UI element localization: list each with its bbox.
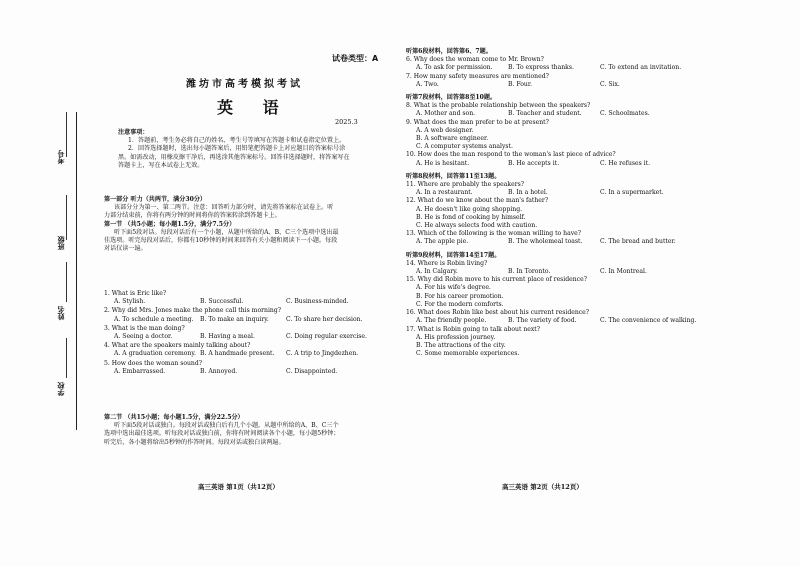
question-2: [104, 307, 389, 323]
section1-intro: 佳选项。听完每段对话后，你都有10秒钟的时间来回答有关小题和阅读下一小题。每段: [104, 237, 338, 245]
note-line: 1．答题前，考生务必将自己的姓名、考生号等填写在答题卡和试卷指定位置上。: [128, 137, 346, 145]
option-a[interactable]: A. In a restaurant.: [416, 189, 473, 197]
option-a[interactable]: A. A web designer.: [416, 126, 474, 134]
section2-title: 第二节 （共15小题；每小题1.5分，满分22.5分）: [104, 414, 244, 421]
option-c[interactable]: C. In a supermarket.: [600, 189, 664, 197]
fill-line: [66, 112, 67, 157]
question-5: [104, 360, 389, 376]
binding-line: [76, 112, 77, 430]
options: [406, 189, 706, 197]
question-text: 12. What do we know about the man's father?: [406, 197, 549, 205]
fill-line: [66, 338, 67, 378]
subject-title: 英 语: [217, 98, 291, 117]
option-c[interactable]: C. To extend an invitation.: [600, 64, 682, 72]
option-a[interactable]: A. He is hesitant.: [416, 159, 470, 167]
option-c[interactable]: C. To share her decision.: [286, 315, 363, 323]
material-heading: 听第8段材料，回答第11至13题。: [406, 172, 501, 180]
note-line: 2．回答选择题时，选出每小题答案后，用铅笔把答题卡上对应题目的答案标号涂: [128, 145, 346, 153]
option-b[interactable]: B. In Toronto.: [508, 268, 551, 276]
option-a[interactable]: A. To schedule a meeting.: [114, 315, 194, 323]
option-b[interactable]: B. To express thanks.: [508, 64, 574, 72]
exam-title: 潍坊市高考模拟考试: [186, 79, 303, 90]
question-text: 3. What is the man doing?: [104, 324, 185, 332]
notes-heading: 注意事项：: [118, 129, 149, 136]
option-b[interactable]: B. A software engineer.: [416, 135, 489, 143]
options: [104, 316, 389, 324]
option-b[interactable]: B. The wholemeal toast.: [508, 238, 583, 246]
question-text: 17. What is Robin going to talk about next?: [406, 325, 541, 333]
page-footer-right: 高三英语 第2页（共12页）: [502, 483, 583, 491]
option-c[interactable]: C. A computer systems analyst.: [416, 143, 513, 151]
question-text: 15. Why did Robin move to his current place of residence?: [406, 276, 587, 284]
option-a[interactable]: A. Mother and son.: [416, 110, 476, 118]
question-text: 1. What is Eric like?: [104, 290, 167, 297]
option-c[interactable]: C. The convenience of walking.: [600, 317, 697, 325]
option-b[interactable]: B. To make an inquiry.: [200, 315, 269, 323]
question-text: 14. Where is Robin living?: [406, 259, 488, 267]
question-1: [104, 290, 389, 306]
option-a[interactable]: A. For his wife's degree.: [416, 284, 491, 292]
option-b[interactable]: B. In a hotel.: [508, 189, 548, 197]
exam-date: 2025.3: [335, 118, 358, 126]
exam-number-label: 考号: [57, 150, 65, 164]
question-text: 10. How does the man respond to the woman's last piece of advice?: [406, 151, 616, 159]
option-c[interactable]: C. Doing regular exercise.: [286, 333, 367, 341]
option-c[interactable]: C. He refuses it.: [600, 159, 651, 167]
question-text: 6. Why does the woman come to Mr. Brown?: [406, 56, 544, 64]
part1-title: 第一部分 听力（共两节，满分30分）: [104, 196, 207, 203]
binding-strip: [0, 0, 92, 566]
option-b[interactable]: B. Four.: [508, 80, 533, 88]
option-c[interactable]: C. He always selects food with caution.: [416, 222, 538, 230]
options: [406, 317, 706, 325]
material-heading: 听第9段材料，回答第14至17题。: [406, 251, 501, 259]
options: [406, 268, 706, 276]
right-questions: [406, 48, 706, 358]
option-b[interactable]: B. Having a meal.: [200, 333, 255, 341]
section2: [104, 414, 339, 447]
option-c[interactable]: C. Schoolmates.: [600, 110, 650, 118]
option-b[interactable]: B. He is fond of cooking by himself.: [416, 213, 526, 221]
options: [104, 350, 389, 358]
school-label: 学校: [57, 382, 65, 396]
option-a[interactable]: A. Embarrassed.: [114, 367, 166, 375]
options: [406, 110, 706, 118]
name-label: 姓名: [57, 306, 65, 320]
option-a[interactable]: A. Seeing a doctor.: [114, 333, 173, 341]
question-text: 4. What are the speakers mainly talking about?: [104, 342, 251, 350]
option-a[interactable]: A. His profession journey.: [416, 333, 496, 341]
page-footer-left: 高三英语 第1页（共12页）: [198, 483, 279, 491]
option-a[interactable]: A. Two.: [416, 80, 439, 88]
section1-title: 第一节 （共5小题；每小题1.5分，满分7.5分）: [104, 220, 236, 228]
option-a[interactable]: A. He doesn't like going shopping.: [416, 205, 523, 213]
option-b[interactable]: B. For his career promotion.: [416, 292, 504, 300]
option-b[interactable]: B. The attractions of the city.: [416, 341, 506, 349]
option-c[interactable]: C. A trip to Jingdezhen.: [286, 350, 359, 358]
notes: [118, 129, 350, 170]
section2-intro: 听下面5段对话或独白。每段对话或独白后有几个小题，从题中所给的A、B、C三个: [114, 422, 339, 430]
question-text: 9. What does the man prefer to be at present?: [406, 118, 549, 126]
question-text: 7. How many safety measures are mentioned?: [406, 72, 549, 80]
option-a[interactable]: A. Stylish.: [114, 298, 146, 306]
options: [104, 333, 389, 341]
option-b[interactable]: B. He accepts it.: [508, 159, 560, 167]
section1-intro: 对话仅读一遍。: [104, 245, 147, 253]
options: [406, 64, 706, 72]
option-a[interactable]: A. A graduation ceremony.: [114, 350, 196, 358]
fill-line: [66, 262, 67, 302]
option-b[interactable]: B. The variety of food.: [508, 317, 577, 325]
question-4: [104, 342, 389, 358]
section1-questions: [104, 289, 389, 376]
section2-intro: 选项中选出最佳选项。听每段对话或独白前，你将有时间阅读各个小题，每小题5秒钟；: [104, 430, 340, 438]
material-heading: 听第6段材料，回答第6、7题。: [406, 48, 492, 55]
section1-intro: 听下面5段对话。每段对话后有一个小题，从题中所给的A、B、C三个选项中选出最: [114, 228, 339, 236]
class-label: 班级: [57, 236, 65, 250]
option-c[interactable]: C. Six.: [600, 80, 620, 88]
option-c[interactable]: C. The bread and butter.: [600, 238, 676, 246]
options: [104, 368, 389, 376]
option-b[interactable]: B. Teacher and student.: [508, 110, 582, 118]
option-b[interactable]: B. Successful.: [200, 298, 244, 306]
question-text: 13. Which of the following is the woman willing to have?: [406, 230, 582, 238]
question-text: 11. Where are probably the speakers?: [406, 181, 525, 189]
question-text: 5. How does the woman sound?: [104, 359, 203, 367]
section2-intro: 听完后，各小题将给出5秒钟的作答时间。每段对话或独白读两遍。: [104, 438, 285, 446]
material-heading: 听第7段材料，回答第8至10题。: [406, 94, 497, 102]
question-text: 8. What is the probable relationship between the speakers?: [406, 102, 591, 110]
option-c[interactable]: C. Disappointed.: [286, 367, 338, 375]
part1-intro: 该部分分为第一、第二两节。注意：回答听力部分时，请先将答案标在试卷上。听: [114, 204, 334, 212]
option-c[interactable]: C. In Montreal.: [600, 268, 647, 276]
option-a[interactable]: A. In Calgary.: [416, 268, 458, 276]
question-3: [104, 325, 389, 341]
options: [406, 81, 706, 89]
option-a[interactable]: A. The friendly people.: [416, 317, 487, 325]
option-c[interactable]: C. Business-minded.: [286, 298, 349, 306]
part1: [104, 196, 339, 253]
question-text: 16. What does Robin like best about his current residence?: [406, 309, 590, 317]
option-a[interactable]: A. To ask for permission.: [416, 64, 493, 72]
option-b[interactable]: B. A handmade present.: [200, 350, 275, 358]
options: [104, 298, 389, 306]
note-line: 答题卡上，写在本试卷上无效。: [118, 161, 204, 169]
options: [406, 160, 706, 168]
part1-intro: 力部分结束前，你将有两分钟的时间将你的答案转涂到答题卡上。: [104, 212, 281, 220]
option-c[interactable]: C. For the modern comforts.: [416, 300, 504, 308]
question-text: 2. Why did Mrs. Jones make the phone call this morning?: [104, 307, 281, 315]
fill-line: [66, 195, 67, 240]
options: [406, 238, 706, 246]
note-line: 黑。如需改动，用橡皮擦干净后，再选涂其他答案标号。回答非选择题时，将答案写在: [118, 153, 350, 161]
option-b[interactable]: B. Annoyed.: [200, 367, 238, 375]
option-a[interactable]: A. The apple pie.: [416, 238, 469, 246]
option-c[interactable]: C. Some memorable experiences.: [416, 350, 520, 358]
doc-type: 试卷类型：A: [332, 54, 379, 63]
